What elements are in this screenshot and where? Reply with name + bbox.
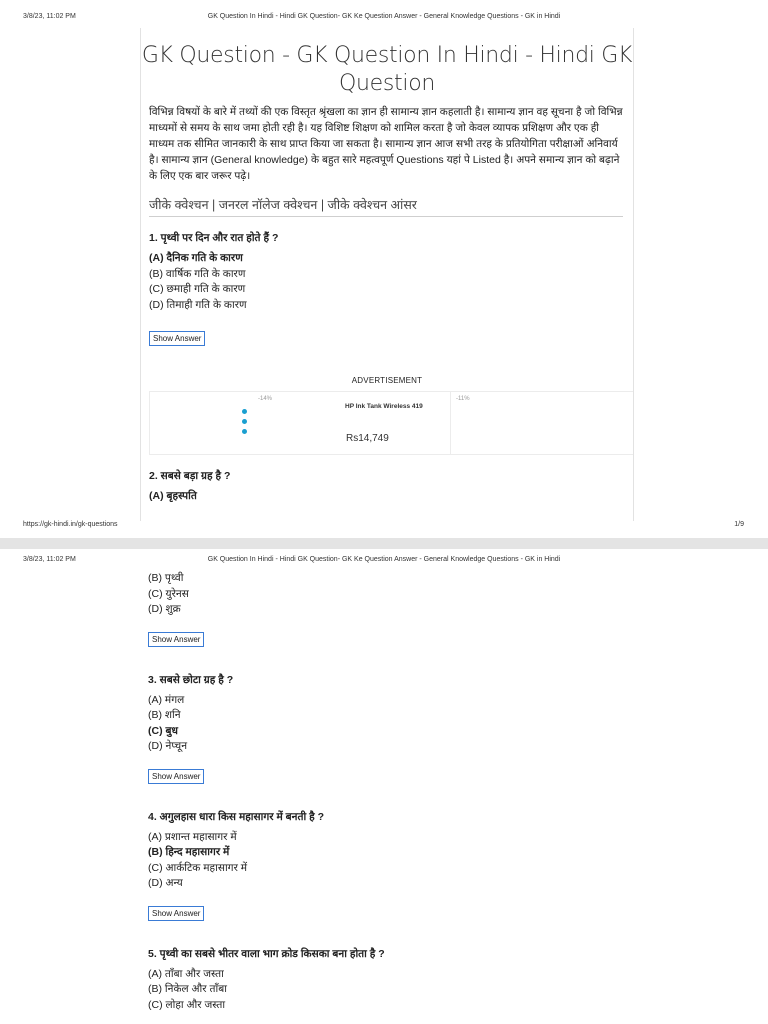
advertisement-box[interactable] (149, 391, 634, 455)
question-text: 2. सबसे बड़ा ग्रह है ? (149, 470, 231, 482)
question-text: 4. अगुलहास धारा किस महासागर में बनती है ? (148, 810, 325, 823)
question-2-continued (148, 571, 632, 647)
question-2 (149, 469, 633, 505)
option-a: (A) बृहस्पति (149, 490, 197, 502)
question-3 (148, 673, 632, 784)
option-a: (A) दैनिक गति के कारण (149, 252, 243, 264)
print-doc-title: GK Question In Hindi - Hindi GK Question- GK Ke Question Answer - General Knowledge Questions - GK in Hindi (207, 556, 561, 563)
option-b: (B) वार्षिक गति के कारण (149, 267, 246, 280)
pdf-page-2 (0, 549, 768, 1024)
option-b: (B) निकेल और ताँबा (148, 983, 227, 995)
option-c: (C) युरेनस (148, 587, 189, 600)
question-5 (148, 947, 632, 1014)
show-answer-button-1[interactable]: Show Answer (149, 331, 205, 346)
question-1 (149, 231, 633, 346)
option-a: (A) ताँबा और जस्ता (148, 967, 224, 980)
option-d: (D) नेप्चून (148, 740, 188, 752)
option-c: (C) आर्कटिक महासागर में (148, 861, 248, 874)
question-text: 5. पृथ्वी का सबसे भीतर वाला भाग क्रोड किसका बना होता है ? (148, 947, 385, 960)
option-b: (B) पृथ्वी (148, 572, 184, 584)
show-answer-button-3[interactable]: Show Answer (148, 769, 204, 784)
page-title: GK Question - GK Question In Hindi - Hindi GK Question (141, 43, 633, 96)
ad-divider (450, 392, 451, 454)
show-answer-button-4[interactable]: Show Answer (148, 906, 204, 921)
option-a: (A) प्रशान्त महासागर में (148, 830, 237, 843)
option-b: (B) हिन्द महासागर में (148, 846, 230, 858)
question-4 (148, 810, 632, 921)
ad-price: Rs14,749 (346, 433, 389, 444)
intro-paragraph: विभिन्न विषयों के बारे में तथ्यों की एक विस्तृत श्रृंखला का ज्ञान ही सामान्य ज्ञान कहलाती है। सामान्य ज्ञान वह सूचना है जो विभिन्न माध्यमों से समय के साथ जमा होती रही है। यह विशिष्ट शिक्षण को शामिल करता है जो केवल व्यापक प्रशिक्षण और एक ही माध्यम तक सीमित जानकारी के साथ प्राप्त किया जा सकता है। सामान्य ज्ञान आज सभी तरह के प्रतियोगिता परीक्षाओं अनिवार्य है। सामान्य ज्ञान (General knowledge) के बहुत सारे महत्वपूर्ण Questions यहां पे Listed है। अपने समान्य ज्ञान को बढ़ाने के लिए एक बार जरूर पढ़े। (149, 106, 623, 182)
article-content (140, 28, 634, 521)
show-answer-button-2[interactable]: Show Answer (148, 632, 204, 647)
question-text: 1. पृथ्वी पर दिन और रात होते हैं ? (149, 232, 279, 244)
print-doc-title: GK Question In Hindi - Hindi GK Question- GK Ke Question Answer - General Knowledge Questions - GK in Hindi (207, 13, 561, 20)
print-page-number: 1/9 (734, 521, 744, 528)
print-datetime: 3/8/23, 11:02 PM (23, 13, 76, 20)
option-d: (D) अन्य (148, 877, 183, 889)
article-content-continued (140, 571, 632, 1024)
print-url: https://gk-hindi.in/gk-questions (23, 521, 118, 528)
option-d: (D) शुक्र (148, 603, 181, 615)
carousel-dots-icon[interactable] (242, 409, 248, 439)
option-c: (C) बुध (148, 724, 178, 737)
advertisement-label: ADVERTISEMENT (351, 376, 423, 385)
ad-product-name[interactable]: HP Ink Tank Wireless 419 (345, 403, 423, 410)
option-a: (A) मंगल (148, 693, 185, 706)
option-d: (D) तिमाही गति के कारण (149, 298, 247, 311)
ad-discount-1: -14% (258, 396, 273, 402)
print-datetime: 3/8/23, 11:02 PM (23, 556, 76, 563)
option-b: (B) शनि (148, 709, 181, 721)
question-text: 3. सबसे छोटा ग्रह है ? (148, 673, 234, 686)
option-c: (C) लोहा और जस्ता (148, 998, 226, 1011)
option-c: (C) छमाही गति के कारण (149, 283, 246, 295)
ad-discount-2: -11% (456, 396, 470, 402)
section-subheading: जीके क्वेश्चन | जनरल नॉलेज क्वेश्चन | जीके क्वेश्चन आंसर (149, 196, 623, 217)
